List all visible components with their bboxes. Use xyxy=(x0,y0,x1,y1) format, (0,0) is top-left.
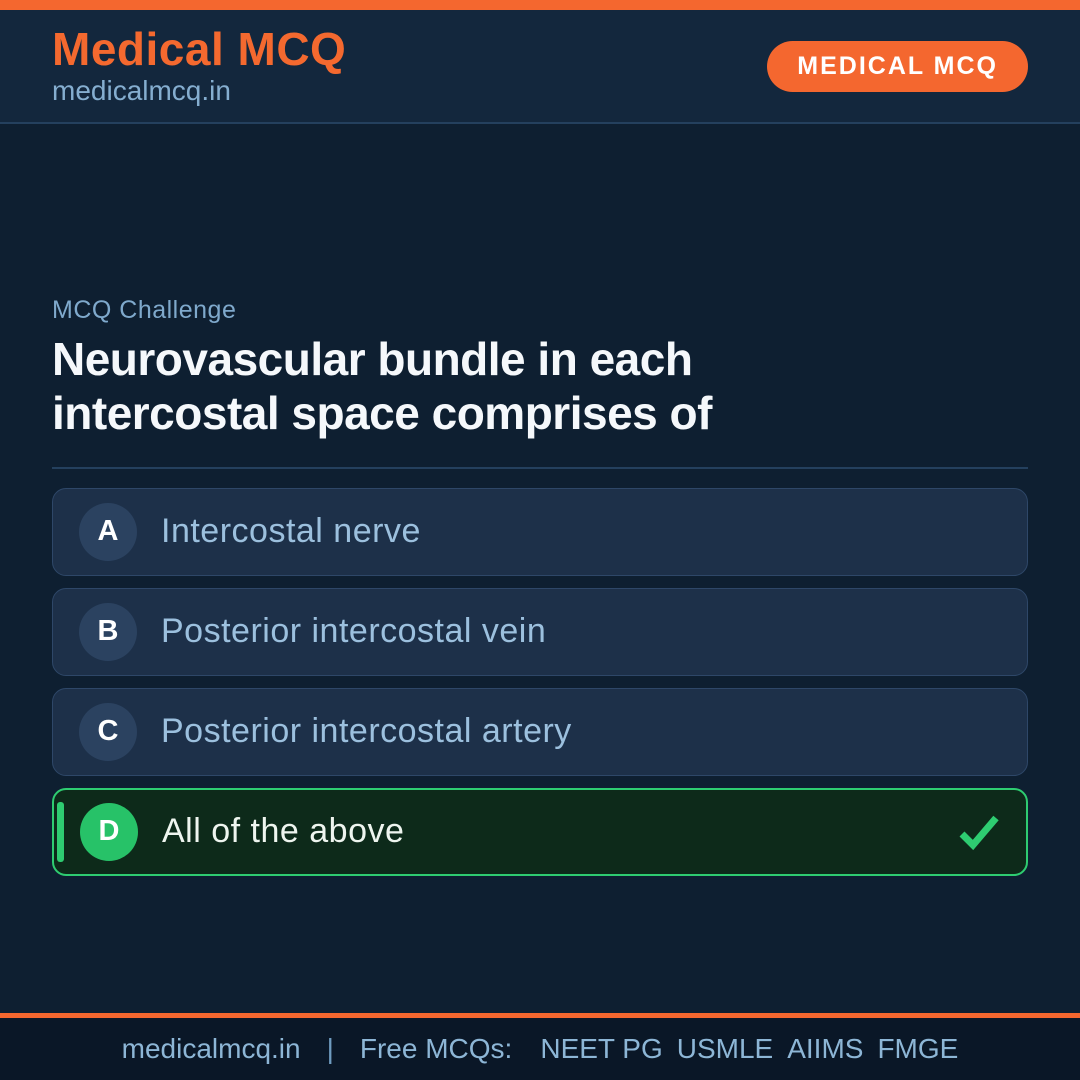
option-b-label: Posterior intercostal vein xyxy=(161,612,547,651)
option-a-label: Intercostal nerve xyxy=(161,512,421,551)
brand-block xyxy=(52,22,347,107)
question-title-line2: intercostal space comprises of xyxy=(52,386,712,439)
footer-bar xyxy=(0,1018,1080,1080)
option-d-label: All of the above xyxy=(162,812,405,851)
footer-exam-fmge: FMGE xyxy=(877,1033,959,1064)
question-title xyxy=(52,333,1028,441)
top-accent-bar xyxy=(0,0,1080,10)
option-d-letter-badge: D xyxy=(80,803,138,861)
option-b-letter-badge: B xyxy=(79,603,137,661)
header xyxy=(0,10,1080,124)
footer-site-url: medicalmcq.in xyxy=(121,1033,301,1064)
footer-exam-usmle: USMLE xyxy=(676,1033,774,1064)
option-a[interactable] xyxy=(52,488,1028,576)
footer xyxy=(0,1013,1080,1080)
footer-exam-aiims: AIIMS xyxy=(787,1033,864,1064)
option-c-letter-badge: C xyxy=(79,703,137,761)
question-eyebrow: MCQ Challenge xyxy=(52,296,237,324)
check-icon xyxy=(958,813,1000,851)
footer-exam-neetpg: NEET PG xyxy=(540,1033,663,1064)
footer-separator: | xyxy=(326,1033,334,1064)
option-d-correct[interactable] xyxy=(52,788,1028,876)
brand-badge: MEDICAL MCQ xyxy=(767,41,1028,92)
option-a-letter-badge: A xyxy=(79,503,137,561)
brand-title: Medical MCQ xyxy=(52,22,347,75)
question-title-line1: Neurovascular bundle in each xyxy=(52,333,693,385)
question-divider xyxy=(52,467,1028,469)
option-c[interactable] xyxy=(52,688,1028,776)
correct-accent-bar xyxy=(57,802,64,862)
option-b[interactable] xyxy=(52,588,1028,676)
brand-site-url: medicalmcq.in xyxy=(52,75,231,107)
question-section xyxy=(0,126,1080,888)
option-c-label: Posterior intercostal artery xyxy=(161,712,572,751)
options-list xyxy=(52,488,1028,876)
footer-label: Free MCQs: xyxy=(359,1033,513,1064)
